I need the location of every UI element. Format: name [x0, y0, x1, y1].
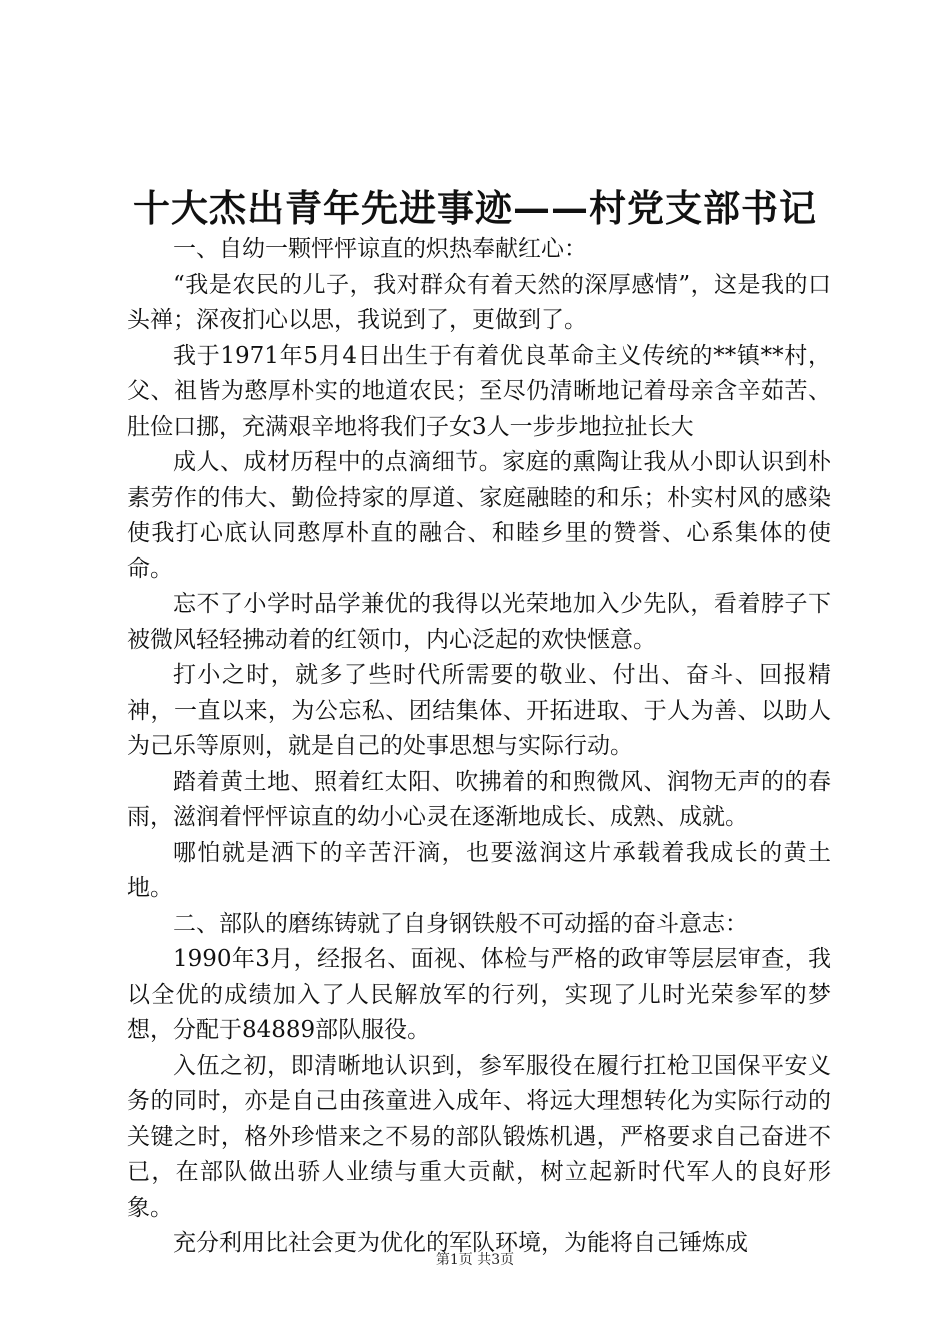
paragraph: 充分利用比社会更为优化的军队环境，为能将自己锤炼成	[173, 1230, 748, 1256]
paragraph: 打小之时，就多了些时代所需要的敬业、付出、奋斗、回报精神，一直以来，为公忘私、团结集体、开拓进取、于人为善、以助人为己乐等原则，就是自己的处事思想与实际行动。	[127, 662, 831, 759]
paragraph: 哪怕就是洒下的辛苦汗滴，也要滋润这片承载着我成长的黄土地。	[127, 839, 831, 901]
document-body	[127, 232, 831, 1262]
document-title: 十大杰出青年先进事迹——村党支部书记	[133, 186, 817, 230]
paragraph: “我是农民的儿子，我对群众有着天然的深厚感情”，这是我的口头禅；深夜扪心以思，我说到了，更做到了。	[127, 271, 831, 333]
paragraph: 成人、成材历程中的点滴细节。家庭的熏陶让我从小即认识到朴素劳作的伟大、勤俭持家的厚道、家庭融睦的和乐；朴实村风的感染使我打心底认同憨厚朴直的融合、和睦乡里的赞誉、心系集体的使命。	[127, 449, 831, 582]
paragraph: 我于1971年5月4日出生于有着优良革命主义传统的**镇**村，父、祖皆为憨厚朴实的地道农民；至尽仍清晰地记着母亲含辛茹苦、肚俭口挪，充满艰辛地将我们子女3人一步步地拉扯长大	[127, 342, 831, 440]
paragraph: 忘不了小学时品学兼优的我得以光荣地加入少先队，看着脖子下被微风轻轻拂动着的红领巾，内心泛起的欢快惬意。	[127, 591, 831, 653]
paragraph: 1990年3月，经报名、面视、体检与严格的政审等层层审查，我以全优的成绩加入了人民解放军的行列，实现了儿时光荣参军的梦想，分配于84889部队服役。	[127, 946, 831, 1043]
paragraph: 二、部队的磨练铸就了自身钢铁般不可动摇的奋斗意志：	[173, 910, 748, 937]
page-footer: 第1页 共3页	[435, 1252, 515, 1268]
paragraph: 一、自幼一颗怦怦谅直的炽热奉献红心：	[173, 236, 587, 262]
paragraph: 踏着黄土地、照着红太阳、吹拂着的和煦微风、润物无声的的春雨，滋润着怦怦谅直的幼小心灵在逐渐地成长、成熟、成就。	[127, 768, 831, 830]
paragraph: 入伍之初，即清晰地认识到，参军服役在履行扛枪卫国保平安义务的同时，亦是自己由孩童进入成年、将远大理想转化为实际行动的关键之时，格外珍惜来之不易的部队锻炼机遇，严格要求自己奋进不已，在部队做出骄人业绩与重大贡献，树立起新时代军人的良好形象。	[127, 1052, 831, 1221]
